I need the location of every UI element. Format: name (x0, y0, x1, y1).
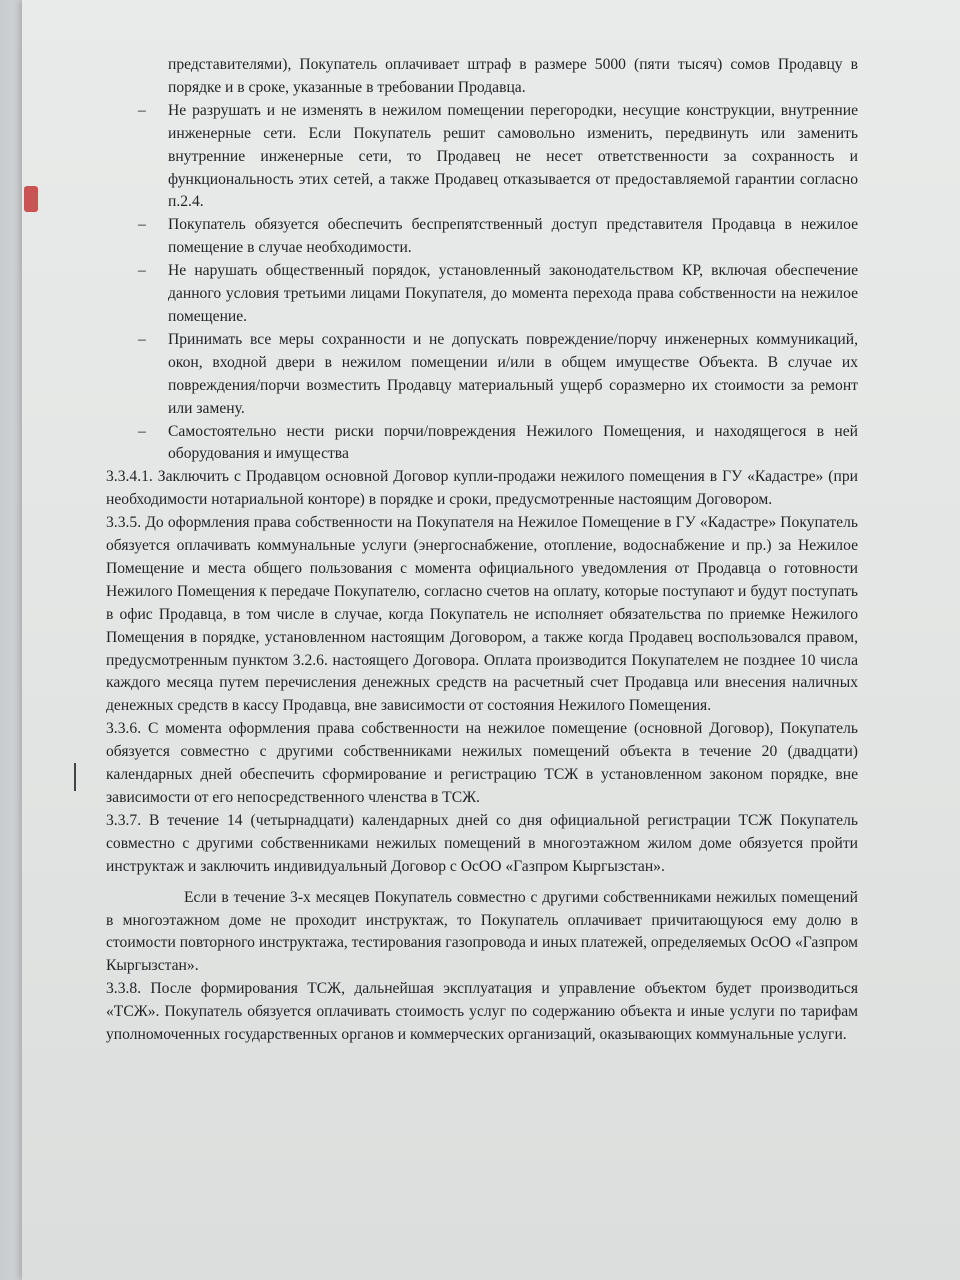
clause-3-3-8: 3.3.8. После формирования ТСЖ, дальнейшая эксплуатация и управление объектом будет производиться «ТСЖ». Покупатель обязуется оплачивать стоимость услуг по содержанию объекта и иные услуги по тарифам уполномоченных государственных органов и коммерческих организаций, оказывающих коммунальные услуги. (106, 980, 858, 1044)
bullet-dash: – (138, 330, 146, 348)
bullet-text: Не нарушать общественный порядок, установленный законодательством КР, включая обеспечение данного условия третьими лицами Покупателя, до момента перехода права собственности на нежилое помещение. (168, 262, 858, 325)
clause-3-3-4-1: 3.3.4.1. Заключить с Продавцом основной Договор купли-продажи нежилого помещения в ГУ «Кадастре» (при необходимости нотариальной конторе) в порядке и сроки, предусмотренные настоящим Договором. (106, 468, 858, 509)
bullet-text: Принимать все меры сохранности и не допускать повреждение/порчу инженерных коммуникаций, окон, входной двери в нежилом помещении и/или в общем имуществе Объекта. В случае их повреждения/порчи возместить Продавцу материальный ущерб соразмерно их стоимости за ремонт или замену. (168, 330, 858, 417)
bullet-item (88, 214, 858, 260)
clause-3-3-6: 3.3.6. С момента оформления права собственности на нежилое помещение (основной Договор), Покупатель обязуется совместно с другими собственниками нежилых помещений объекта в течение 20 (двадцати) календарных дней обеспечить сформирование и регистрацию ТСЖ в установленном законом порядке, вне зависимости от его непосредственного членства в ТСЖ. (106, 720, 858, 806)
bullet-text: Самостоятельно нести риски порчи/повреждения Нежилого Помещения, и находящегося в ней оборудования и имущества (168, 422, 858, 463)
clause-3-3-7-paragraph: Если в течение 3-х месяцев Покупатель совместно с другими собственниками нежилых помещений в многоэтажном доме не проходит инструктаж, то Покупатель оплачивает причитающуюся ему долю в стоимости повторного инструктажа, тестирования газопровода и иных платежей, определяемых ОсОО «Газпром Кыргызстан». (106, 888, 858, 975)
red-tab-marker (24, 186, 38, 212)
bullet-dash: – (138, 101, 146, 119)
bullet-text: Покупатель обязуется обеспечить беспрепятственный доступ представителя Продавца в нежилое помещение в случае необходимости. (168, 216, 858, 257)
bullet-text: Не разрушать и не изменять в нежилом помещении перегородки, несущие конструкции, внутренние инженерные сети. Если Покупатель решит самовольно изменить, передвинуть или заменить внутренние инженерные сети, то Продавец не несет ответственности за сохранность и функциональность этих сетей, а также Продавец отказывается от предоставляемой гарантии согласно п.2.4. (168, 101, 858, 211)
paragraph-gap (88, 879, 858, 887)
document-text (88, 54, 858, 1047)
bullet-dash: – (138, 216, 146, 234)
bullet-item (88, 100, 858, 215)
margin-tick-mark (74, 763, 76, 791)
bullet-dash: – (138, 262, 146, 280)
bullet-item (88, 329, 858, 421)
intro-continuation: представителями), Покупатель оплачивает штраф в размере 5000 (пяти тысяч) сомов Продавцу в порядке и в сроке, указанные в требовании Продавца. (168, 56, 858, 96)
clause-3-3-5: 3.3.5. До оформления права собственности на Покупателя на Нежилое Помещение в ГУ «Кадастре» Покупатель обязуется оплачивать коммунальные услуги (энергоснабжение, отопление, водоснабжение и пр.) за Нежилое Помещение и места общего пользования с момента официального уведомления от Продавца о готовности Нежилого Помещения к передаче Покупателю, согласно счетов на оплату, которые поступают и будут поступать в офис Продавца, в том числе в случае, когда Покупатель не исполняет обязательства по приемке Нежилого Помещения в порядке, установленном настоящим Договором, а также когда Продавец воспользовался правом, предусмотренным пунктом 3.2.6. настоящего Договора. Оплата производится Покупателем не позднее 10 числа каждого месяца путем перечисления денежных средств на расчетный счет Продавца или внесения наличных денежных средств в кассу Продавца, вне зависимости от состояния Нежилого Помещения. (106, 514, 858, 715)
clause-3-3-7: 3.3.7. В течение 14 (четырнадцати) календарных дней со дня официальной регистрации ТСЖ Покупатель совместно с другими собственниками нежилых помещений в многоэтажном жилом доме обязуется пройти инструктаж и заключить индивидуальный Договор с ОсОО «Газпром Кыргызстан». (106, 811, 858, 875)
bullet-dash: – (138, 422, 146, 440)
bullet-item (88, 421, 858, 467)
bullet-item (88, 260, 858, 329)
